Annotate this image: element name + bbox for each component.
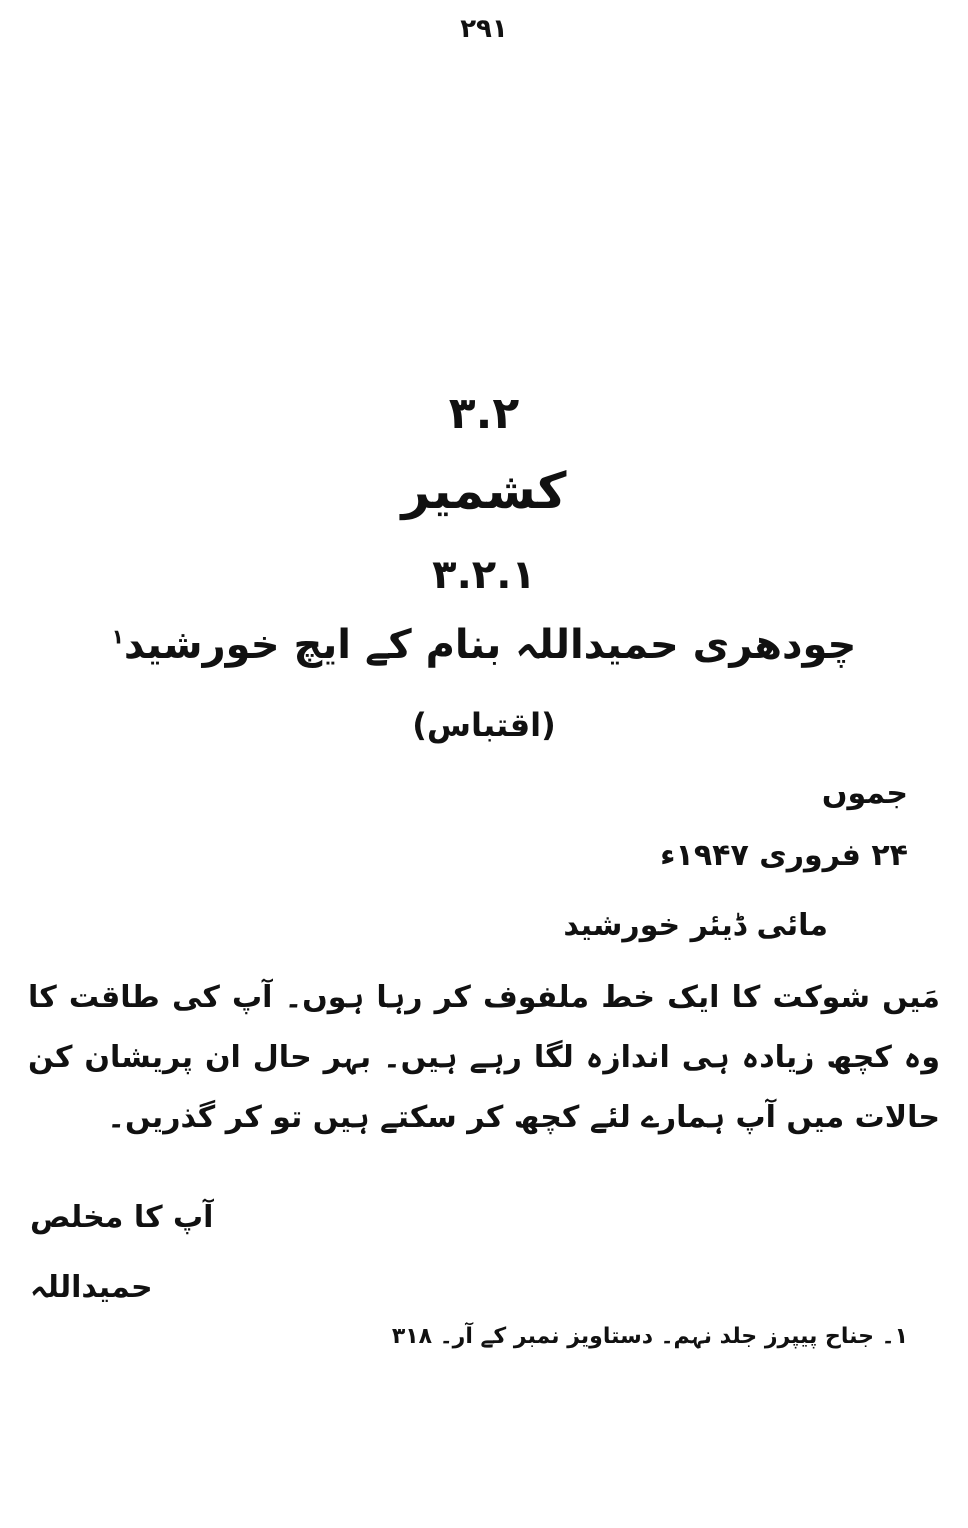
letter-heading-text: چودھری حمیداللہ بنام کے ایچ خورشید	[123, 622, 857, 668]
letter-place: جموں	[821, 776, 908, 811]
section-title: کشمیر	[401, 462, 567, 520]
letter-body: مَیں شوکت کا ایک خط ملفوف کر رہا ہوں۔ آپ کی طاقت کا وہ کچھ زیادہ ہی اندازہ لگا رہے ہیں۔ بہر حال ان پریشان کن حالات میں آپ ہمارے لئے کچھ کر سکتے ہیں تو کر گذریں۔	[28, 980, 940, 1135]
footnote-reference: ۱	[111, 624, 124, 649]
letter-date: ۲۴ فروری ۱۹۴۷ء	[660, 838, 908, 873]
letter-heading	[0, 622, 968, 668]
section-number: ۳.۲	[448, 388, 520, 439]
page-number: ۲۹۱	[460, 14, 508, 44]
footnote: ۱۔ جناح پیپرز جلد نہم۔ دستاویز نمبر کے آر۔ ۳۱۸	[391, 1324, 908, 1349]
excerpt-label: (اقتباس)	[412, 706, 556, 744]
letter-closing: آپ کا مخلص	[30, 1200, 214, 1235]
letter-salutation: مائی ڈیئر خورشید	[563, 908, 828, 943]
letter-signature: حمیداللہ	[30, 1270, 153, 1305]
subsection-number: ۳.۲.۱	[432, 552, 536, 598]
